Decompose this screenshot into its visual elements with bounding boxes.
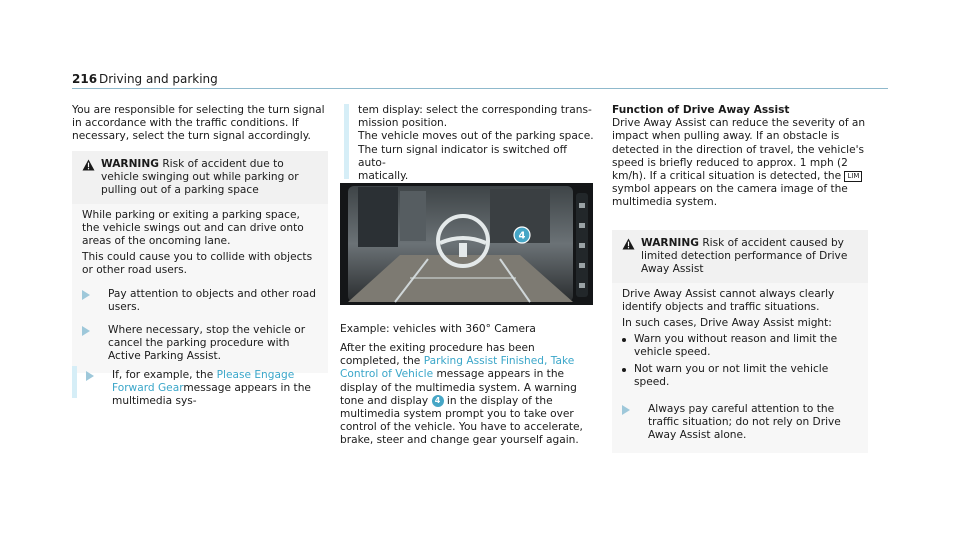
warning-text: Risk of accident due to vehicle swinging out while parking or pulling out of a parking space [101, 158, 299, 197]
step-result-text: The vehicle moves out of the parking space. The turn signal indicator is switched off auto- matically. [358, 130, 594, 183]
warning-step-2-text: Where necessary, stop the vehicle or cancel the parking procedure with Active Parking Assist. [108, 324, 306, 363]
after-exit-paragraph: After the exiting procedure has been completed, the Parking Assist Finished, Take Control of Vehicle message appears in the display of the multimedia system. A warning tone and display 4 in the display of the multimedia system prompt you to take over control of the vehicle. You have to accelerate, brake, steer and change gear yourself again. [340, 342, 583, 447]
intro-paragraph: You are responsible for selecting the turn signal in accordance with the traffic conditions. If necessary, select the turn signal accordingly. [72, 104, 325, 143]
warning-body-text-2: This could cause you to collide with objects or other road users. [82, 251, 313, 277]
warning-header [72, 151, 328, 204]
warning-label: WARNING [641, 237, 699, 249]
warning-step-1 [622, 403, 858, 443]
column-1 [72, 104, 328, 144]
step-marker-bar-2 [344, 104, 349, 179]
warning-body-text-1: While parking or exiting a parking space, the vehicle swings out and can drive onto areas of the oncoming lane. [82, 208, 304, 248]
warning-step-1 [82, 288, 318, 314]
bullet-dot-icon [622, 338, 626, 342]
warning-box-1 [72, 151, 328, 373]
header-rule [72, 88, 888, 89]
warning-bullet: Not warn you or not limit the vehicle speed. [622, 363, 858, 389]
image-callout-badge: 4 [518, 230, 526, 242]
step-arrow-icon [82, 326, 98, 336]
step-continuation: tem display: select the corresponding trans- mission position. The vehicle moves out of the parking space. The turn signal indicator is switched off auto- matically. [358, 104, 594, 183]
step-marker-bar [72, 366, 77, 398]
page-number: 216 [72, 72, 98, 86]
column-3-intro [612, 104, 868, 210]
warning-body-text-2: In such cases, Drive Away Assist might: [622, 317, 832, 330]
lim-symbol-icon: LIM [844, 171, 862, 182]
page-section-title: Driving and parking [99, 72, 218, 86]
image-caption: Example: vehicles with 360° Camera [340, 323, 536, 335]
warning-header [612, 230, 868, 283]
warning-step-1-text: Pay attention to objects and other road users. [108, 287, 316, 313]
function-paragraph: Drive Away Assist can reduce the severity of an impact when pulling away. If an obstacle is detected in the direction of travel, the vehicle's speed is briefly reduced to approx. 1 mph (2 km/h). If a critical situation is detected, the LIM symbol appears on the camera image of the multimedia system. [612, 117, 866, 209]
step-arrow-icon [622, 405, 638, 415]
step-if-text: If, for example, the Please Engage Forward Gearmessage appears in the multimedia sys- [112, 369, 311, 408]
step-if-message [86, 369, 330, 409]
message-link: Please Engage Forward Gear [112, 369, 295, 395]
warning-step-1-text: Always pay careful attention to the traffic situation; do not rely on Drive Away Assist alone. [648, 403, 841, 442]
step-arrow-icon [82, 290, 98, 300]
step-arrow-icon [86, 371, 102, 381]
warning-body [72, 204, 328, 373]
warning-triangle-icon [622, 238, 635, 250]
warning-text: Risk of accident caused by limited detection performance of Drive Away Assist [641, 237, 848, 276]
warning-body-text-1: Drive Away Assist cannot always clearly identify objects and traffic situations. [622, 287, 835, 313]
warning-label: WARNING [101, 158, 159, 170]
warning-triangle-icon [82, 159, 95, 171]
message-link: Parking Assist Finished, Take Control of Vehicle [340, 355, 575, 381]
warning-box-2 [612, 230, 868, 453]
bullet-dot-icon [622, 368, 626, 372]
display-callout-badge: 4 [432, 395, 444, 407]
warning-step-2 [82, 324, 318, 364]
section-heading: Function of Drive Away Assist [612, 104, 790, 116]
camera-image [340, 183, 593, 305]
warning-bullet: Warn you without reason and limit the vehicle speed. [622, 333, 858, 359]
warning-body [612, 283, 868, 453]
